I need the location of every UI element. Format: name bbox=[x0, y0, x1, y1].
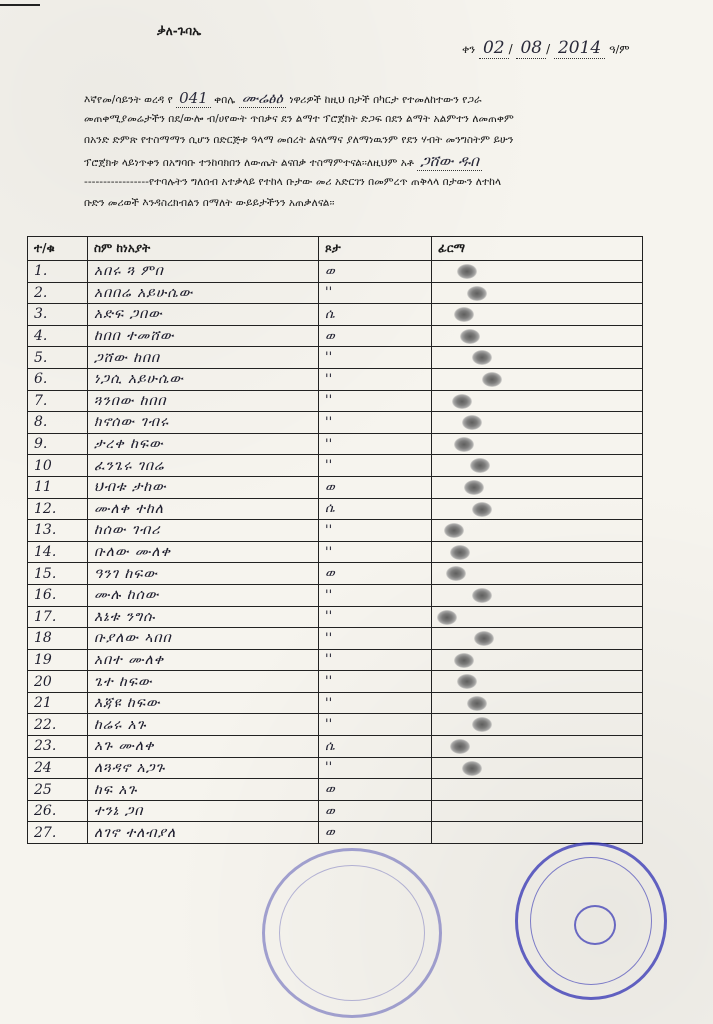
table-row bbox=[28, 649, 643, 671]
thumbprint-icon bbox=[457, 264, 477, 279]
table-row bbox=[28, 347, 643, 369]
row-name: ከሰው ገብሪ bbox=[88, 520, 319, 542]
thumbprint-icon bbox=[446, 566, 466, 581]
row-name: ታረቀ ከፍው bbox=[88, 433, 319, 455]
row-number: 26. bbox=[28, 800, 88, 822]
handwritten-field: 041 bbox=[176, 89, 211, 108]
row-number: 23. bbox=[28, 736, 88, 758]
row-signature bbox=[432, 692, 643, 714]
row-signature bbox=[432, 282, 643, 304]
table-row bbox=[28, 282, 643, 304]
row-signature bbox=[432, 390, 643, 412]
row-sex: '' bbox=[319, 584, 432, 606]
table-row bbox=[28, 455, 643, 477]
table-row bbox=[28, 368, 643, 390]
row-sex: ወ bbox=[319, 800, 432, 822]
row-signature bbox=[432, 433, 643, 455]
header-signature: ፊርማ bbox=[432, 237, 643, 261]
row-number: 17. bbox=[28, 606, 88, 628]
row-sex: '' bbox=[319, 541, 432, 563]
paragraph-text: ቡድን መሪወች እንዳስረክብልን በማለት ውይይታችንን አጠቃለናል፡፡ bbox=[84, 197, 335, 209]
row-number: 10 bbox=[28, 455, 88, 477]
row-name: ዓንገ ከፍው bbox=[88, 563, 319, 585]
row-name: ሙሉ ከሰው bbox=[88, 584, 319, 606]
table-row bbox=[28, 412, 643, 434]
row-name: ጋሸው ከበበ bbox=[88, 347, 319, 369]
official-stamp-right bbox=[515, 842, 667, 1000]
row-sex: '' bbox=[319, 692, 432, 714]
row-signature bbox=[432, 649, 643, 671]
table-row bbox=[28, 757, 643, 779]
handwritten-field: ሙሬፅዕ bbox=[239, 89, 286, 108]
row-signature bbox=[432, 671, 643, 693]
thumbprint-icon bbox=[450, 545, 470, 560]
thumbprint-icon bbox=[450, 739, 470, 754]
table-row bbox=[28, 736, 643, 758]
row-sex: ወ bbox=[319, 822, 432, 844]
row-sex: '' bbox=[319, 520, 432, 542]
row-number: 7. bbox=[28, 390, 88, 412]
table-row bbox=[28, 520, 643, 542]
row-number: 19 bbox=[28, 649, 88, 671]
header-sex: ጾታ bbox=[319, 237, 432, 261]
row-number: 27. bbox=[28, 822, 88, 844]
paragraph-line bbox=[84, 193, 654, 214]
paragraph-line bbox=[84, 151, 654, 172]
thumbprint-icon bbox=[472, 350, 492, 365]
thumbprint-icon bbox=[474, 631, 494, 646]
row-number: 15. bbox=[28, 563, 88, 585]
row-signature bbox=[432, 261, 643, 283]
thumbprint-icon bbox=[470, 458, 490, 473]
row-name: ሙለቀ ተከለ bbox=[88, 498, 319, 520]
row-signature bbox=[432, 714, 643, 736]
row-number: 22. bbox=[28, 714, 88, 736]
row-name: እጃዩ ከፍው bbox=[88, 692, 319, 714]
row-signature bbox=[432, 628, 643, 650]
row-sex: '' bbox=[319, 628, 432, 650]
thumbprint-icon bbox=[454, 307, 474, 322]
row-signature bbox=[432, 606, 643, 628]
row-signature bbox=[432, 736, 643, 758]
row-name: አድፍ ጋበው bbox=[88, 304, 319, 326]
row-name: ከበበ ተመሸው bbox=[88, 325, 319, 347]
thumbprint-icon bbox=[460, 329, 480, 344]
row-number: 13. bbox=[28, 520, 88, 542]
row-sex: '' bbox=[319, 368, 432, 390]
thumbprint-icon bbox=[454, 653, 474, 668]
row-sex: ሴ bbox=[319, 498, 432, 520]
row-sex: '' bbox=[319, 412, 432, 434]
thumbprint-icon bbox=[464, 480, 484, 495]
row-name: ጓንበው ከበበ bbox=[88, 390, 319, 412]
date-day: 02 bbox=[479, 38, 509, 59]
header-name: ስም ከነአያት bbox=[88, 237, 319, 261]
row-number: 16. bbox=[28, 584, 88, 606]
row-sex: ወ bbox=[319, 779, 432, 801]
thumbprint-icon bbox=[452, 394, 472, 409]
date-month: 08 bbox=[516, 38, 546, 59]
row-sex: ወ bbox=[319, 476, 432, 498]
table-header-row bbox=[28, 237, 643, 261]
table-row bbox=[28, 584, 643, 606]
row-signature bbox=[432, 822, 643, 844]
table-row bbox=[28, 822, 643, 844]
row-signature bbox=[432, 779, 643, 801]
table-row bbox=[28, 541, 643, 563]
paragraph-text: በአንድ ድምጽ የተስማማን ሲሆን በድርጅቱ ዓላማ መሰረት ልናለማና ያለማነዉንም የደን ሃብት መንግስትም ይሁን bbox=[84, 134, 514, 146]
row-signature bbox=[432, 455, 643, 477]
attendance-table bbox=[27, 236, 643, 844]
row-signature bbox=[432, 476, 643, 498]
row-sex: '' bbox=[319, 390, 432, 412]
thumbprint-icon bbox=[462, 761, 482, 776]
paragraph-line bbox=[84, 172, 654, 193]
row-name: ነጋሲ አይሁሴው bbox=[88, 368, 319, 390]
row-name: አበበሬ አይሁሴው bbox=[88, 282, 319, 304]
thumbprint-icon bbox=[444, 523, 464, 538]
table-row bbox=[28, 779, 643, 801]
date-suffix: ዓ/ም bbox=[609, 43, 630, 56]
row-signature bbox=[432, 541, 643, 563]
row-number: 6. bbox=[28, 368, 88, 390]
row-number: 1. bbox=[28, 261, 88, 283]
paragraph-line bbox=[84, 130, 654, 151]
row-number: 2. bbox=[28, 282, 88, 304]
row-sex: '' bbox=[319, 433, 432, 455]
table-row bbox=[28, 325, 643, 347]
row-number: 3. bbox=[28, 304, 88, 326]
stamp-emblem bbox=[574, 905, 616, 945]
table-row bbox=[28, 433, 643, 455]
thumbprint-icon bbox=[462, 415, 482, 430]
thumbprint-icon bbox=[457, 674, 477, 689]
date-year: 2014 bbox=[554, 38, 605, 59]
row-name: እኔቱ ንግሱ bbox=[88, 606, 319, 628]
row-signature bbox=[432, 304, 643, 326]
row-name: አበተ ሙለቀ bbox=[88, 649, 319, 671]
row-signature bbox=[432, 347, 643, 369]
paragraph-line bbox=[84, 88, 654, 109]
paragraph-text: እኛየመ/ሳይንት ወረዳ የ bbox=[84, 94, 173, 106]
row-number: 11 bbox=[28, 476, 88, 498]
row-signature bbox=[432, 368, 643, 390]
handwritten-field: ጋሸው ዱበ bbox=[417, 152, 482, 171]
row-number: 25 bbox=[28, 779, 88, 801]
row-signature bbox=[432, 563, 643, 585]
row-name: ቡያለው ኣበበ bbox=[88, 628, 319, 650]
table-row bbox=[28, 628, 643, 650]
table-row bbox=[28, 476, 643, 498]
row-sex: ሴ bbox=[319, 304, 432, 326]
row-number: 8. bbox=[28, 412, 88, 434]
thumbprint-icon bbox=[482, 372, 502, 387]
row-signature bbox=[432, 800, 643, 822]
table-row bbox=[28, 261, 643, 283]
row-name: ጌተ ከፍው bbox=[88, 671, 319, 693]
row-sex: '' bbox=[319, 714, 432, 736]
paragraph-text: መጠቀሚያመሬታችን በደ/ውሎ ብ/ሀየውት ጥበቃና ደን ልማተ ፕሮጀክት ድጋፍ በደን ልማት አልምተን ለመጠቀም bbox=[84, 113, 514, 125]
row-name: ህብቱ ታከው bbox=[88, 476, 319, 498]
row-sex: ወ bbox=[319, 563, 432, 585]
row-name: ቡለው ሙለቀ bbox=[88, 541, 319, 563]
table-row bbox=[28, 563, 643, 585]
corner-mark bbox=[0, 4, 40, 6]
table-row bbox=[28, 498, 643, 520]
row-sex: '' bbox=[319, 455, 432, 477]
row-signature bbox=[432, 520, 643, 542]
thumbprint-icon bbox=[454, 437, 474, 452]
table-row bbox=[28, 714, 643, 736]
table-row bbox=[28, 692, 643, 714]
official-stamp-left bbox=[262, 848, 442, 1018]
row-sex: '' bbox=[319, 347, 432, 369]
thumbprint-icon bbox=[472, 717, 492, 732]
row-name: ፈንጌሩ ገበሬ bbox=[88, 455, 319, 477]
row-number: 14. bbox=[28, 541, 88, 563]
row-number: 9. bbox=[28, 433, 88, 455]
row-signature bbox=[432, 757, 643, 779]
row-name: ለገኖ ተለብያለ bbox=[88, 822, 319, 844]
thumbprint-icon bbox=[467, 286, 487, 301]
thumbprint-icon bbox=[472, 502, 492, 517]
row-name: ከፍ አጉ bbox=[88, 779, 319, 801]
row-name: አበሩ ጓ ምበ bbox=[88, 261, 319, 283]
row-sex: '' bbox=[319, 757, 432, 779]
row-name: አጉ ሙለቀ bbox=[88, 736, 319, 758]
row-sex: '' bbox=[319, 649, 432, 671]
row-sex: ወ bbox=[319, 261, 432, 283]
document-title: ቃለ-ጉባኤ bbox=[157, 24, 202, 38]
row-sex: '' bbox=[319, 671, 432, 693]
row-signature bbox=[432, 325, 643, 347]
agreement-paragraph bbox=[84, 88, 654, 214]
row-number: 18 bbox=[28, 628, 88, 650]
date-prefix: ቀን bbox=[462, 43, 476, 56]
document-date: ቀን 02 / 08 / 2014 ዓ/ም bbox=[462, 38, 630, 58]
stamp-inner-ring bbox=[279, 865, 425, 1001]
row-number: 4. bbox=[28, 325, 88, 347]
row-name: ከሬሩ አጉ bbox=[88, 714, 319, 736]
row-sex: ወ bbox=[319, 325, 432, 347]
table-row bbox=[28, 671, 643, 693]
row-number: 12. bbox=[28, 498, 88, 520]
row-name: ተንኔ ጋበ bbox=[88, 800, 319, 822]
row-number: 5. bbox=[28, 347, 88, 369]
paragraph-line bbox=[84, 109, 654, 130]
row-sex: '' bbox=[319, 282, 432, 304]
header-number: ተ/ቁ bbox=[28, 237, 88, 261]
table-row bbox=[28, 304, 643, 326]
paragraph-text: ፕሮጀክቱ ላይነጥቀን በአግባቡ ተንከባክበን ለውጤት ልናበቃ ተስማምተናል፡፡ለዚህም አቶ bbox=[84, 157, 414, 169]
row-signature bbox=[432, 412, 643, 434]
paragraph-text: ነዋሪዎች ከዚህ በታች በካርታ የተመለከተውን የጋራ bbox=[289, 94, 482, 106]
row-name: ለጓዳኖ አጋጉ bbox=[88, 757, 319, 779]
paragraph-text: -----------------የተባሉትን ግለሰብ አተቃላይ የተከላ ቡታው መሪ አድርገን በመምረጥ ጠቅላላ በታውን ለተከላ bbox=[84, 176, 502, 188]
row-sex: ሴ bbox=[319, 736, 432, 758]
thumbprint-icon bbox=[437, 610, 457, 625]
row-signature bbox=[432, 498, 643, 520]
row-sex: '' bbox=[319, 606, 432, 628]
row-number: 21 bbox=[28, 692, 88, 714]
row-signature bbox=[432, 584, 643, 606]
row-number: 20 bbox=[28, 671, 88, 693]
table-row bbox=[28, 390, 643, 412]
row-number: 24 bbox=[28, 757, 88, 779]
row-name: ክኖሰው ገብሩ bbox=[88, 412, 319, 434]
table-row bbox=[28, 800, 643, 822]
paragraph-text: ቀበሌ bbox=[214, 94, 236, 106]
thumbprint-icon bbox=[472, 588, 492, 603]
table-row bbox=[28, 606, 643, 628]
thumbprint-icon bbox=[467, 696, 487, 711]
